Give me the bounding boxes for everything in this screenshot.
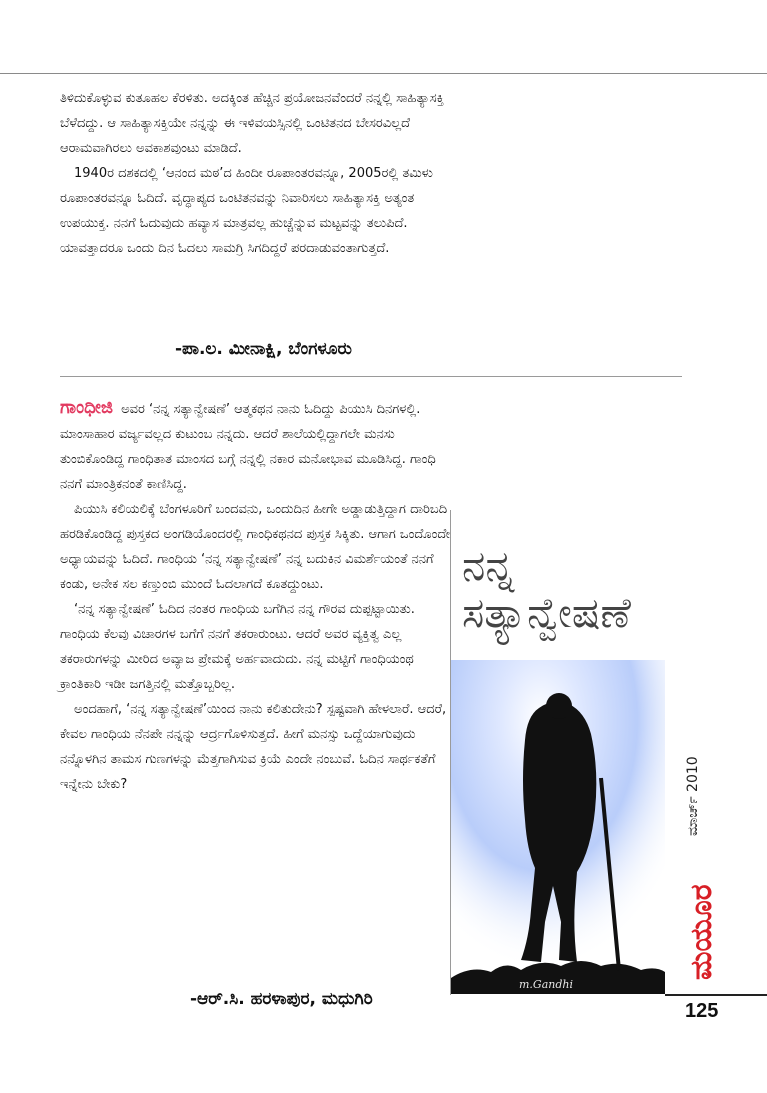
article-1-paragraph-1: ತಿಳಿದುಕೊಳ್ಳುವ ಕುತೂಹಲ ಕೆರಳಿತು. ಅದಕ್ಕಿಂತ ಹೆಚ್ಚಿನ ಪ್ರಯೋಜನವೆಂದರೆ ನನ್ನಲ್ಲಿ ಸಾಹಿತ್ಯಾಸಕ್ತಿ ಬೆಳೆದದ್ದು. ಆ ಸಾಹಿತ್ಯಾಸಕ್ತಿಯೇ ನನ್ನನ್ನು ಈ ಇಳಿವಯಸ್ಸಿನಲ್ಲಿ ಒಂಟಿತನದ ಬೇಸರವಿಲ್ಲದೆ ಆರಾಮವಾಗಿರಲು ಅವಕಾಶವುಂಟು ಮಾಡಿದೆ.	[60, 91, 444, 156]
section-divider	[60, 376, 682, 377]
top-rule	[0, 73, 767, 74]
article-1-paragraph-2: 1940ರ ದಶಕದಲ್ಲಿ ‘ಆನಂದ ಮಠ’ದ ಹಿಂದೀ ರೂಪಾಂತರವನ್ನೂ, 2005ರಲ್ಲಿ ತಮಿಳು ರೂಪಾಂತರವನ್ನೂ ಓದಿದೆ. ವೃದ್ಧಾಪ್ಯದ ಒಂಟಿತನವನ್ನು ನಿವಾರಿಸಲು ಸಾಹಿತ್ಯಾಸಕ್ತಿ ಅತ್ಯಂತ ಉಪಯುಕ್ತ. ನನಗೆ ಓದುವುದು ಹವ್ಯಾಸ ಮಾತ್ರವಲ್ಲ ಹುಚ್ಚೆನ್ನುವ ಮಟ್ಟವನ್ನು ತಲುಪಿದೆ. ಯಾವತ್ತಾದರೂ ಒಂದು ದಿನ ಓದಲು ಸಾಮಗ್ರಿ ಸಿಗದಿದ್ದರೆ ಪರದಾಡುವಂತಾಗುತ್ತದೆ.	[60, 166, 433, 256]
panel-title-line-2: ಸತ್ಯಾನ್ವೇಷಣೆ	[462, 588, 631, 637]
article-2-paragraph-2: ಪಿಯುಸಿ ಕಲಿಯಲಿಕ್ಕೆ ಬೆಂಗಳೂರಿಗೆ ಬಂದವನು, ಒಂದುದಿನ ಹೀಗೇ ಅಡ್ಡಾಡುತ್ತಿದ್ದಾಗ ದಾರಿಬದಿ ಹರಡಿಕೊಂಡಿದ್ದ ಪುಸ್ತಕದ ಅಂಗಡಿಯೊಂದರಲ್ಲಿ ಗಾಂಧಿಕಥನದ ಪುಸ್ತಕ ಸಿಕ್ಕಿತು. ಆಗಾಗ ಒಂದೊಂದೇ ಅಧ್ಯಾಯವನ್ನು ಓದಿದೆ. ಗಾಂಧಿಯ ‘ನನ್ನ ಸತ್ಯಾನ್ವೇಷಣೆ’ ನನ್ನ ಬದುಕಿನ ವಿಮರ್ಶೆಯಂತೆ ನನಗೆ ಕಂಡು, ಅನೇಕ ಸಲ ಕಣ್ತುಂಬಿ ಮುಂದೆ ಓದಲಾಗದೆ ಕೂತದ್ದುಂಟು.	[60, 502, 451, 592]
article-2	[60, 395, 452, 797]
signature: m.Gandhi	[519, 978, 574, 991]
article-2-paragraph-4: ಅಂದಹಾಗೆ, ‘ನನ್ನ ಸತ್ಯಾನ್ವೇಷಣೆ’ಯಿಂದ ನಾನು ಕಲಿತುದೇನು? ಸ್ಪಷ್ಟವಾಗಿ ಹೇಳಲಾರೆ. ಆದರೆ, ಕೇವಲ ಗಾಂಧಿಯ ನೆನಪೇ ನನ್ನನ್ನು ಆರ್ದ್ರಗೊಳಿಸುತ್ತದೆ. ಹೀಗೆ ಮನಸ್ಸು ಒದ್ದೆಯಾಗುವುದು ನನ್ನೊಳಗಿನ ತಾಮಸ ಗುಣಗಳನ್ನು ಮೆತ್ತಗಾಗಿಸುವ ಕ್ರಿಯೆ ಎಂದೇ ನಂಬುವೆ. ಓದಿನ ಸಾರ್ಥಕತೆಗೆ ಇನ್ನೇನು ಬೇಕು?	[60, 702, 447, 792]
page-number: 125	[685, 1000, 719, 1022]
byline-2: -ಆರ್.ಸಿ. ಹರಳಾಪುರ, ಮಧುಗಿರಿ	[190, 989, 373, 1009]
gandhi-silhouette-illustration	[451, 660, 665, 994]
page-number-rule	[665, 994, 767, 996]
panel-title-line-1: ನನ್ನ	[462, 541, 515, 590]
article-2-paragraph-1	[60, 395, 452, 497]
byline-1: -ಪಾ.ಲ. ಮೀನಾಕ್ಷಿ, ಬೆಂಗಳೂರು	[175, 339, 352, 359]
article-1	[60, 86, 450, 261]
magazine-name: ಮಯೂರ	[684, 884, 719, 980]
issue-date: ಮಾರ್ಚ್ 2010	[685, 756, 701, 836]
lead-word: ಗಾಂಧೀಜಿ	[60, 397, 113, 418]
figure-head	[546, 693, 572, 719]
article-2-paragraph-3: ‘ನನ್ನ ಸತ್ಯಾನ್ವೇಷಣೆ’ ಓದಿದ ನಂತರ ಗಾಂಧಿಯ ಬಗೆಗಿನ ನನ್ನ ಗೌರವ ದುಪ್ಪಟ್ಟಾಯಿತು. ಗಾಂಧಿಯ ಕೆಲವು ವಿಚಾರಗಳ ಬಗೆಗೆ ನನಗೆ ತಕರಾರುಂಟು. ಆದರೆ ಅವರ ವ್ಯಕ್ತಿತ್ವ ಎಲ್ಲ ತಕರಾರುಗಳನ್ನು ಮೀರಿದ ಅವ್ಯಾಜ ಪ್ರೇಮಕ್ಕೆ ಅರ್ಹವಾದುದು. ನನ್ನ ಮಟ್ಟಿಗೆ ಗಾಂಧಿಯಂಥ ಕ್ರಾಂತಿಕಾರಿ ಇಡೀ ಜಗತ್ತಿನಲ್ಲಿ ಮತ್ತೊಬ್ಬರಿಲ್ಲ.	[60, 602, 415, 692]
article-2-paragraph-1-text: ಅವರ ‘ನನ್ನ ಸತ್ಯಾನ್ವೇಷಣೆ’ ಆತ್ಮಕಥನ ನಾನು ಓದಿದ್ದು ಪಿಯುಸಿ ದಿನಗಳಲ್ಲಿ. ಮಾಂಸಾಹಾರ ವರ್ಜ್ಯವಲ್ಲದ ಕುಟುಂಬ ನನ್ನದು. ಆದರೆ ಶಾಲೆಯಲ್ಲಿದ್ದಾಗಲೇ ಮನಸು ತುಂಬಿಕೊಂಡಿದ್ದ ಗಾಂಧಿತಾತ ಮಾಂಸದ ಬಗ್ಗೆ ನನ್ನಲ್ಲಿ ನಕಾರ ಮನೋಭಾವ ಮೂಡಿಸಿದ್ದ. ಗಾಂಧಿ ನನಗೆ ಮಾಂತ್ರಿಕನಂತೆ ಕಾಣಿಸಿದ್ದ.	[60, 402, 436, 492]
